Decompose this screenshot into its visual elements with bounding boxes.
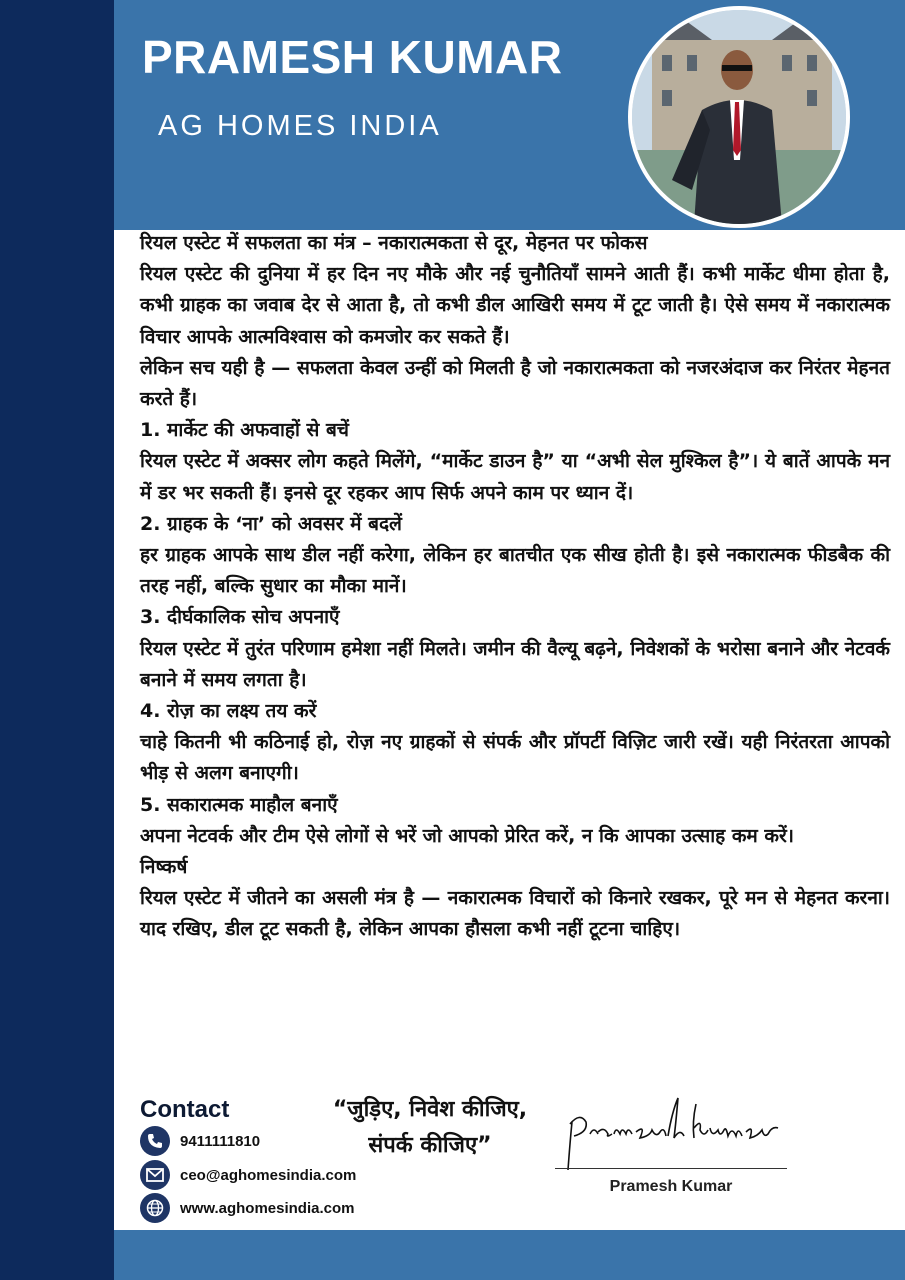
point-heading: 4. रोज़ का लक्ष्य तय करें	[140, 700, 317, 723]
intro-paragraph-2: लेकिन सच यही है — सफलता केवल उन्हीं को मिलती है जो नकारात्मकता को नजरअंदाज कर निरंतर मेहनत करते हैं।	[140, 356, 890, 411]
contact-title: Contact	[140, 1096, 230, 1123]
phone-icon	[140, 1126, 170, 1156]
point-body: रियल एस्टेट में तुरंत परिणाम हमेशा नहीं मिलते। जमीन की वैल्यू बढ़ने, निवेशकों के भरोसा बनाने और नेटवर्क बनाने में समय लगता है।	[140, 637, 890, 691]
conclusion-paragraph: रियल एस्टेट में जीतने का असली मंत्र है — नकारात्मक विचारों को किनारे रखकर, पूरे मन से मेहनत करना। याद रखिए, डील टूट सकती है, लेकिन आपका हौसला कभी नहीं टूटना चाहिए।	[140, 887, 890, 941]
tagline-line-2: संपर्क कीजिए”	[368, 1133, 492, 1158]
company-name: AG HOMES INDIA	[158, 110, 442, 142]
point-heading: 3. दीर्घकालिक सोच अपनाएँ	[140, 606, 340, 629]
point-body: चाहे कितनी भी कठिनाई हो, रोज़ नए ग्राहकों से संपर्क और प्रॉपर्टी विज़िट जारी रखें। यही निरंतरता आपको भीड़ से अलग बनाएगी।	[140, 731, 890, 785]
contact-website[interactable]	[140, 1193, 354, 1223]
footer-band	[114, 1230, 905, 1280]
point-heading: 2. ग्राहक के ‘ना’ को अवसर में बदलें	[140, 512, 402, 535]
handwritten-signature	[560, 1092, 790, 1172]
contact-phone[interactable]	[140, 1126, 260, 1156]
tagline	[300, 1092, 560, 1164]
contact-email[interactable]	[140, 1160, 356, 1190]
point-body: हर ग्राहक आपके साथ डील नहीं करेगा, लेकिन हर बातचीत एक सीख होती है। इसे नकारात्मक फीडबैक की तरह नहीं, बल्कि सुधार का मौका मानें।	[140, 544, 890, 598]
email-address: ceo@aghomesindia.com	[180, 1166, 357, 1184]
intro-paragraph: रियल एस्टेट की दुनिया में हर दिन नए मौके और नई चुनौतियाँ सामने आती हैं। कभी मार्केट धीमा होता है, कभी ग्राहक का जवाब देर से आता है, तो कभी डील आखिरी समय में टूट जाती है। ऐसे समय में नकारात्मक विचार आपके आत्मविश्वास को कमजोर कर सकते हैं।	[140, 263, 890, 348]
tagline-line-1: “जुड़िए, निवेश कीजिए,	[332, 1097, 528, 1122]
signature-name: Pramesh Kumar	[609, 1178, 733, 1195]
signature-line	[555, 1168, 787, 1169]
website-url: www.aghomesindia.com	[180, 1199, 355, 1217]
article-body	[140, 228, 890, 946]
profile-photo	[628, 6, 850, 228]
left-navy-band	[0, 0, 114, 1280]
globe-icon	[140, 1193, 170, 1223]
phone-number: 9411111810	[180, 1132, 261, 1150]
point-heading: 5. सकारात्मक माहौल बनाएँ	[140, 793, 338, 816]
conclusion-heading: निष्कर्ष	[140, 856, 188, 879]
mail-icon	[140, 1160, 170, 1190]
point-body: अपना नेटवर्क और टीम ऐसे लोगों से भरें जो आपको प्रेरित करें, न कि आपका उत्साह कम करें।	[140, 824, 794, 847]
point-body: रियल एस्टेट में अक्सर लोग कहते मिलेंगे, “मार्केट डाउन है” या “अभी सेल मुश्किल है”। ये बातें आपके मन में डर भर सकती हैं। इनसे दूर रहकर आप सिर्फ अपने काम पर ध्यान दें।	[140, 450, 890, 504]
point-heading: 1. मार्केट की अफवाहों से बचें	[140, 419, 349, 442]
person-name: PRAMESH KUMAR	[142, 31, 563, 83]
article-title: रियल एस्टेट में सफलता का मंत्र – नकारात्मकता से दूर, मेहनत पर फोकस	[140, 232, 648, 254]
